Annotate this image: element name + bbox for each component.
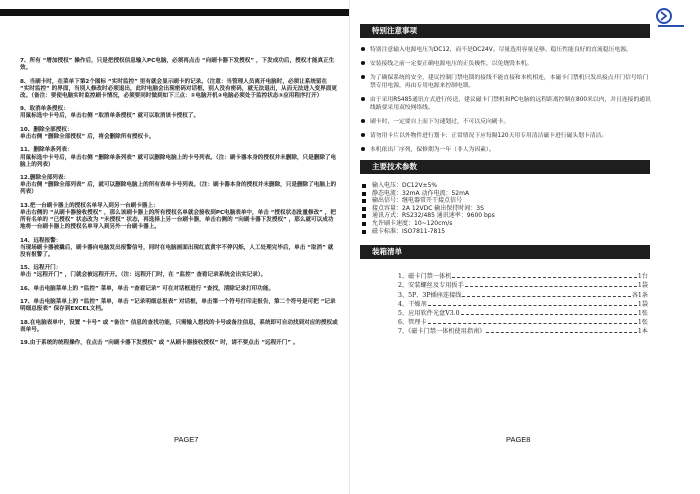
spec-title: 主要技术参数 [360,160,650,174]
square-bullet-icon [362,192,366,196]
instruction-paragraph: 14、远程报警： 当现场刷卡器被撬后，刷卡器向电脑发出报警信号，同时在电脑画面出现红底黄字不停闪烁，人工处理完毕后，单击 “取消” 就没有报警了。 [20,237,334,258]
bullet-icon [361,75,365,79]
leader-line [428,323,637,324]
packing-item-name: 4、干燥剂 [398,300,427,308]
bullet-icon [361,97,365,101]
packing-item-qty: 1张 [637,309,648,317]
instruction-paragraph: 19.由于系统的统程操作，在点击 “向刷卡器下发授权” 或 “从刷卡器接收授权” 时，请不要点击 “远程开门” 。 [20,340,299,347]
spec-item [360,197,690,205]
packing-item-name: 7、《磁卡门禁一体机使用指南》 [398,328,486,336]
square-bullet-icon [362,199,366,203]
packing-item [360,272,648,281]
notice-item [360,146,654,154]
notice-item [360,46,654,54]
spec-text: 允许刷卡速度：10~120cm/s [372,219,453,227]
spec-item [360,220,690,228]
notice-item [360,118,654,126]
packing-item [360,318,648,327]
spec-item [360,212,690,220]
instruction-paragraph: 12.删除全部列表： 单击右侧 “删除全部列表” 后，就可以删除电脑上的所有表单卡号列表。（注：刷卡器本身的授权并未删除，只是删除了电脑上的列表） [20,175,337,196]
packing-item-qty: 各1条 [631,291,648,299]
packing-item [360,291,648,300]
bullet-icon [361,147,365,151]
page-number: PAGE7 [174,435,199,444]
instruction-paragraph: 8、当刷卡时，在菜单下第2个图标 “实时监控” 里有就会显示刷卡的记录。（注意：当管理人员离开电脑时，必须让系统留在 “实时监控” 的界面，当别人修改时必须退出，此时电脑会出现密码对话框，别人没有密码，就无法退出，从而无法进入变界面更改。（备注：要使电脑实时监控刷卡情况，必须要同时做到如下三点：①电脑开机②电脑必须处于监控状态③应用程序打开） [20,78,337,99]
bullet-icon [361,47,365,51]
packing-item [360,309,648,318]
leader-line [461,314,637,315]
bullet-icon [361,133,365,137]
instruction-paragraph: 17、单击电脑菜单上的 “监控” 菜单，单击 “记录明细总报表” 对话框，单击第一个符号打印走报告，第二个符号是可把 “记录明细总报表” 保存到EXCEL文档。 [20,299,336,313]
packing-item-qty: 1张 [637,319,648,327]
square-bullet-icon [362,214,366,218]
packing-item [360,327,648,336]
leader-line [462,296,630,297]
spec-text: 输入电压：DC12V±5% [372,182,438,189]
packing-item-name: 5、应用软件光盘V3.0 [398,309,460,317]
packing-title: 装箱清单 [360,245,650,259]
notice-text: 本机依出厂序列，保修期为一年（非人为因素）。 [370,147,495,153]
instruction-paragraph: 13.把一台刷卡器上的授权名单导入到另一台刷卡器上： 单击右侧的 “从刷卡器接收授权” ，那么该刷卡器上的所有授权名单就会接收到PC电脑表单中，单击 “授权状态批量修改” ，把所有名单的 “已授权” 状态改为 “未授权” 状态，再选择上另一台刷卡器，单击右侧的 “向刷卡器下发授权” ，那么就可以成功地将一台刷卡器上的授权名单导入到另外一台刷卡器上。 [20,202,336,231]
notice-item [360,132,654,140]
notice-text: 为了确保系统的安全，建议控制门禁电锁的接线不能直接和本机相连，本磁卡门禁机只发出接点开门信号给门禁专用电源，再由专用电源来控制电锁。 [370,75,649,89]
packing-item [360,300,648,309]
square-bullet-icon [362,222,366,226]
instructions-list [20,58,338,348]
notice-text: 特别注意输入电源电压为DC12，而不是DC24V。尽量选用容量足够、稳压性能良好的直流稳压电源。 [370,47,632,53]
notice-text: 刷卡时，一定要自上而下匀速划过，不可以反向刷卡。 [370,119,510,125]
leader-line [428,305,637,306]
packing-item [360,281,648,290]
instruction-paragraph: 16、单击电脑菜单上的 “监控” 菜单，单击 “查看记录” 可在对话框进行 “查找，清除记录打印功能。 [20,285,275,292]
packing-item-qty: 1袋 [637,300,648,308]
spec-list [360,182,690,235]
packing-item-name: 3、5P、3P插座连接线 [398,291,462,299]
packing-item-name: 6、管理卡 [398,319,427,327]
notice-title: 特别注意事项 [360,24,650,38]
square-bullet-icon [362,230,366,234]
packing-list [360,272,690,336]
square-bullet-icon [362,184,366,188]
packing-item-name: 1、磁卡门禁一体机 [398,273,452,281]
packing-item-qty: 1袋 [637,282,648,290]
packing-item-qty: 1台 [637,273,648,281]
instruction-paragraph: 11、删除单条列表： 用鼠标选中卡号后，单击右侧 “删除单条列表” 就可以删除电脑上的卡号列表。（注：刷卡器本身的授权并未删除，只是删除了电脑上的列表） [20,147,337,168]
notice-text: 由于采用RS485通讯方式进行传送，建议磁卡门禁机和PC电脑的远程距离控制在800米以内，并且连接的通讯线路要采用双绞网络线。 [370,97,651,111]
page-8 [350,0,700,494]
packing-item-name: 2、安装螺丝及专用扳手 [398,282,464,290]
instruction-paragraph: 10、删除全部授权： 单击右侧 “删除全部授权” 后，将会删除所有授权卡。 [20,126,155,140]
notice-text: 请勿用卡片以外物件进行划卡：正常情况下应每隔120天用专用清洁磁卡进行磁头划卡清洁。 [370,133,608,139]
square-bullet-icon [362,207,366,211]
spec-text: 接点容量：2A 12VDC 输出保持时间：3S [372,204,484,212]
instruction-paragraph: 15、远程开门： 单击 “远程开门” ，门就会被远程开开。（注：远程开门时，在 “监控” 查看记录系统会出实记录）。 [20,265,267,279]
notice-text: 安装接线之前一定要正确电源电压的正负极性，以免烧毁本机。 [370,61,533,67]
packing-item-qty: 1本 [637,328,648,336]
leader-line [465,286,637,287]
spec-item [360,182,690,190]
leader-line [486,332,636,333]
page-number: PAGE8 [506,435,531,444]
spec-text: 输出信号：继电器常开干接点信号 [372,197,463,205]
notice-list [360,46,690,154]
instruction-paragraph: 9、取消单条授权： 用鼠标选中卡号后，单击右侧 “取消单条授权” 就可以取消该卡授权了。 [20,106,200,120]
notice-item [360,74,654,90]
brand-logo-icon [654,6,688,30]
bullet-icon [361,61,365,65]
notice-item [360,96,654,112]
spec-item [360,228,690,236]
spec-text: 磁卡标准：ISO7811-7815 [372,227,446,235]
instruction-paragraph: 18.在电脑表单中，设置 “卡号” 或 “备注” 信息的查找功能，只需输入想找的卡号或备注信息，系统即可自动找到对应的授权或表单号。 [20,319,338,333]
bullet-icon [361,119,365,123]
instruction-paragraph: 7、所有 “增加授权” 操作后，只是把授权信息输入PC电脑，必须再点击 “向刷卡器下发授权” ，下发成功后，授权才能真正生效。 [20,58,335,72]
notice-item [360,60,654,68]
leader-line [452,277,636,278]
spec-text: 静态电流：32mA 动作电流：52mA [372,189,470,197]
spec-text: 通讯方式：RS232/485 通讯速率：9600 bps [372,212,495,220]
